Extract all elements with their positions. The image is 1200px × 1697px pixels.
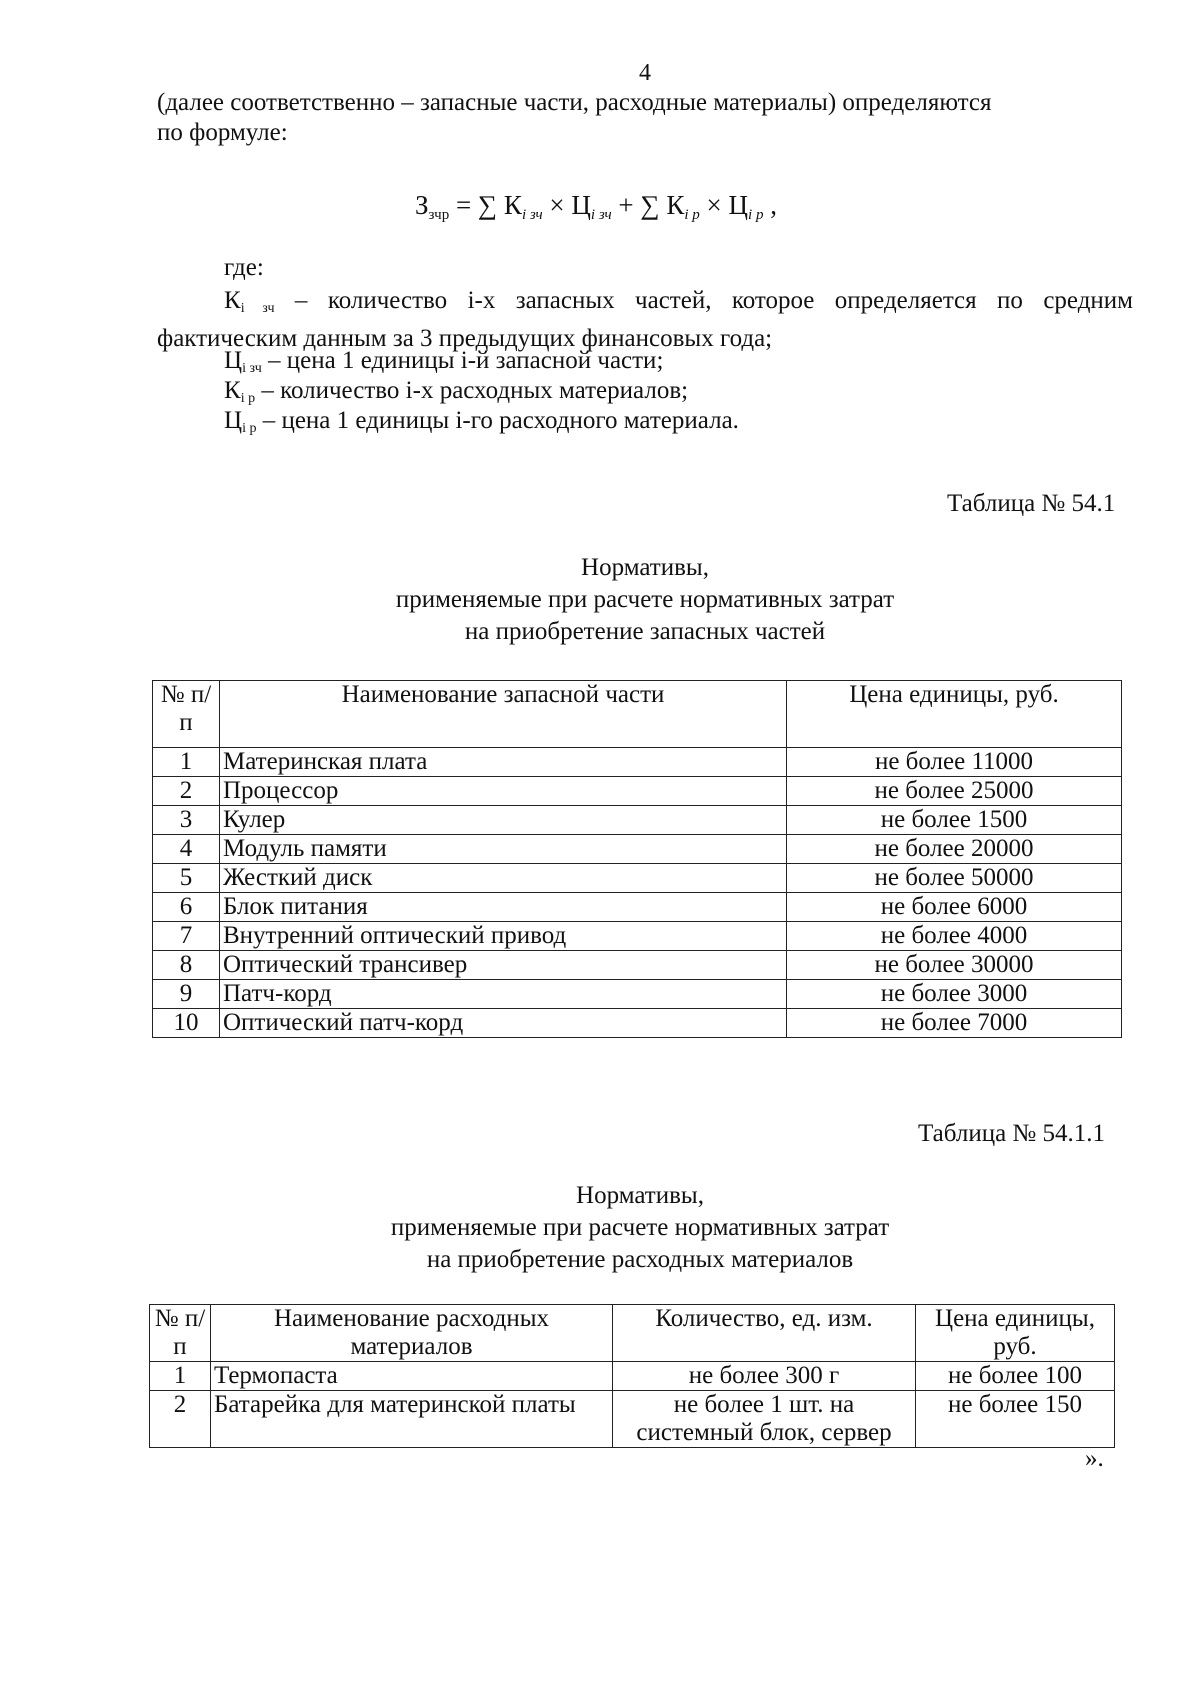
def-symbol: Ц — [224, 347, 243, 374]
cell-price: не более 11000 — [787, 748, 1122, 777]
def-sub: i зч — [240, 301, 275, 316]
formula-sub: i p — [748, 207, 764, 223]
cell-no: 10 — [153, 1009, 220, 1038]
formula-part: + ∑ К — [611, 190, 685, 220]
cell-price: не более 50000 — [787, 864, 1122, 893]
header-no: № п/п — [150, 1305, 211, 1362]
header-qty: Количество, ед. изм. — [613, 1305, 916, 1362]
where-label: где: — [224, 254, 264, 281]
header-no: № п/п — [153, 681, 220, 748]
intro-line-1: (далее соответственно – запасные части, расходные материалы) определяются — [157, 89, 992, 116]
cell-price: не более 25000 — [787, 777, 1122, 806]
table-row — [153, 835, 1122, 864]
def-text: – количество i-х расходных материалов; — [255, 377, 689, 404]
cell-no: 6 — [153, 893, 220, 922]
table-row — [153, 922, 1122, 951]
def-sub: i р — [242, 421, 257, 436]
cell-no: 4 — [153, 835, 220, 864]
cell-name: Кулер — [220, 806, 787, 835]
cell-price: не более 150 — [916, 1391, 1115, 1448]
consumables-table — [149, 1304, 1115, 1448]
table-header-row — [150, 1305, 1115, 1362]
cell-price: не более 3000 — [787, 980, 1122, 1009]
cell-name: Термопаста — [211, 1362, 613, 1391]
table-row — [150, 1362, 1115, 1391]
formula-part: = ∑ К — [449, 190, 522, 220]
formula-part: , — [763, 190, 777, 220]
def-sub: i зч — [242, 361, 262, 376]
cell-no: 2 — [150, 1391, 211, 1448]
table1-caption-line: применяемые при расчете нормативных затрат — [395, 586, 895, 613]
closing-quote: ». — [1085, 1445, 1104, 1472]
cell-name: Блок питания — [220, 893, 787, 922]
header-name: Наименование расходных материалов — [211, 1305, 613, 1362]
cell-price: не более 4000 — [787, 922, 1122, 951]
table-row — [153, 777, 1122, 806]
cell-name: Оптический трансивер — [220, 951, 787, 980]
cell-no: 2 — [153, 777, 220, 806]
formula-lhs-sub: зчр — [428, 207, 450, 223]
table2-caption — [340, 1180, 940, 1276]
def-sub: i р — [240, 391, 256, 406]
header-price: Цена единицы, руб. — [787, 681, 1122, 748]
table-row — [153, 951, 1122, 980]
formula-part: × Ц — [542, 190, 591, 220]
header-name: Наименование запасной части — [220, 681, 787, 748]
table2-number: Таблица № 54.1.1 — [918, 1120, 1106, 1147]
cell-no: 9 — [153, 980, 220, 1009]
formula-sub: i p — [684, 207, 700, 223]
table2-caption-line: на приобретение расходных материалов — [426, 1246, 854, 1273]
cell-name: Процессор — [220, 777, 787, 806]
intro-paragraph — [157, 88, 1133, 148]
formula — [415, 190, 777, 224]
cell-no: 5 — [153, 864, 220, 893]
table-row — [153, 748, 1122, 777]
table-row — [153, 864, 1122, 893]
cell-price: не более 1500 — [787, 806, 1122, 835]
table-row — [153, 806, 1122, 835]
cell-name: Оптический патч-корд — [220, 1009, 787, 1038]
table-row — [153, 893, 1122, 922]
table2-caption-line: Нормативы, — [576, 1182, 704, 1209]
cell-no: 3 — [153, 806, 220, 835]
cell-qty: не более 300 г — [613, 1362, 916, 1391]
cell-name: Патч-корд — [220, 980, 787, 1009]
spare-parts-table — [152, 680, 1122, 1038]
cell-name: Модуль памяти — [220, 835, 787, 864]
cell-price: не более 7000 — [787, 1009, 1122, 1038]
def-symbol: К — [224, 377, 241, 404]
def-symbol: Ц — [224, 407, 243, 434]
formula-sub: i зч — [521, 207, 543, 223]
cell-no: 1 — [150, 1362, 211, 1391]
formula-part: × Ц — [699, 190, 749, 220]
cell-no: 8 — [153, 951, 220, 980]
cell-price: не более 100 — [916, 1362, 1115, 1391]
table-header-row — [153, 681, 1122, 748]
cell-price: не более 30000 — [787, 951, 1122, 980]
table1-number: Таблица № 54.1 — [947, 490, 1116, 517]
table2-caption-line: применяемые при расчете нормативных затрат — [390, 1214, 890, 1241]
formula-sub: i зч — [590, 207, 612, 223]
table1-caption — [345, 552, 945, 648]
cell-name: Жесткий диск — [220, 864, 787, 893]
definition-4 — [224, 406, 739, 444]
cell-no: 1 — [153, 748, 220, 777]
table1-caption-line: на приобретение запасных частей — [464, 618, 826, 645]
def-text: – количество i-х запасных частей, которое определяется по средним фактическим данным за 3 предыдущих финансовых года; — [157, 287, 1133, 352]
def-text: – цена 1 единицы i-го расходного материала. — [256, 407, 739, 434]
page-number: 4 — [639, 60, 651, 86]
def-text: – цена 1 единицы i-й запасной части; — [261, 347, 664, 374]
header-price: Цена единицы, руб. — [916, 1305, 1115, 1362]
cell-no: 7 — [153, 922, 220, 951]
table-row — [150, 1391, 1115, 1448]
cell-name: Материнская плата — [220, 748, 787, 777]
def-symbol: К — [224, 287, 241, 314]
cell-name: Внутренний оптический привод — [220, 922, 787, 951]
cell-price: не более 6000 — [787, 893, 1122, 922]
definition-1 — [157, 286, 1133, 354]
cell-name: Батарейка для материнской платы — [211, 1391, 613, 1448]
formula-lhs: З — [415, 190, 429, 220]
table1-caption-line: Нормативы, — [581, 554, 709, 581]
cell-qty: не более 1 шт. на системный блок, сервер — [613, 1391, 916, 1448]
table-row — [153, 1009, 1122, 1038]
table-row — [153, 980, 1122, 1009]
cell-price: не более 20000 — [787, 835, 1122, 864]
intro-line-2: по формуле: — [157, 119, 288, 146]
